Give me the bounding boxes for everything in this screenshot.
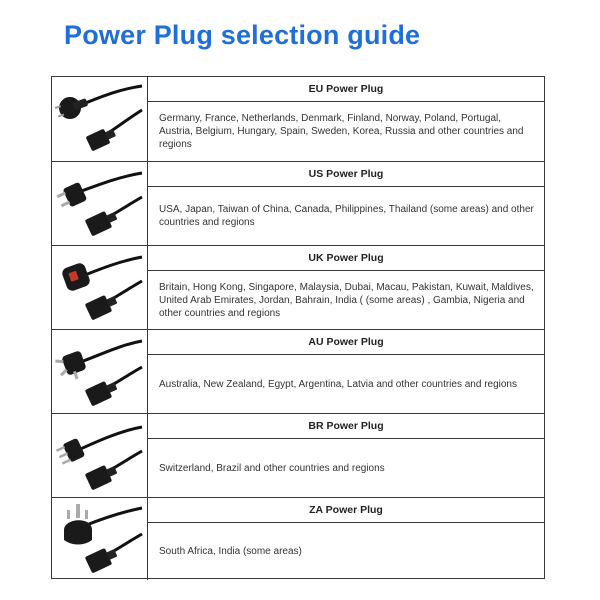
au-plug-icon xyxy=(52,330,148,413)
plug-regions xyxy=(148,439,544,497)
regions-text: Australia, New Zealand, Egypt, Argentina, Latvia and other countries and regions xyxy=(159,378,517,390)
regions-text: Switzerland, Brazil and other countries and regions xyxy=(159,462,385,474)
table-row xyxy=(52,329,544,413)
plug-regions xyxy=(148,102,544,161)
table-row xyxy=(52,245,544,329)
table-row xyxy=(52,77,544,161)
plug-type-header: US Power Plug xyxy=(148,162,544,187)
regions-text: Britain, Hong Kong, Singapore, Malaysia, Dubai, Macau, Pakistan, Kuwait, Maldives, United Arab Emirates, Jordan, Bahrain, India ( (some areas) , Gambia, Nigeria and other countries and regions xyxy=(159,281,534,319)
table-row xyxy=(52,161,544,245)
za-plug-icon xyxy=(52,498,148,580)
plug-type-header: ZA Power Plug xyxy=(148,498,544,523)
plug-regions xyxy=(148,355,544,413)
regions-text: Germany, France, Netherlands, Denmark, Finland, Norway, Poland, Portugal, Austria, Belgium, Hungary, Spain, Sweden, Korea, Russia and other countries and regions xyxy=(159,113,524,150)
plug-type-header: AU Power Plug xyxy=(148,330,544,355)
plug-type-header: EU Power Plug xyxy=(148,77,544,102)
table-row xyxy=(52,497,544,580)
eu-plug-icon xyxy=(52,77,148,161)
plug-regions xyxy=(148,187,544,245)
page-title: Power Plug selection guide xyxy=(64,20,421,50)
us-plug-icon xyxy=(52,162,148,245)
regions-text: South Africa, India (some areas) xyxy=(159,546,302,557)
plug-type-header: UK Power Plug xyxy=(148,246,544,271)
plug-regions xyxy=(148,523,544,580)
plug-type-header: BR Power Plug xyxy=(148,414,544,439)
uk-plug-icon xyxy=(52,246,148,329)
plug-regions xyxy=(148,271,544,329)
regions-text: USA, Japan, Taiwan of China, Canada, Philippines, Thailand (some areas) and other countries and regions xyxy=(159,204,534,228)
plug-guide-table xyxy=(51,76,545,579)
br-plug-icon xyxy=(52,414,148,497)
table-row xyxy=(52,413,544,497)
